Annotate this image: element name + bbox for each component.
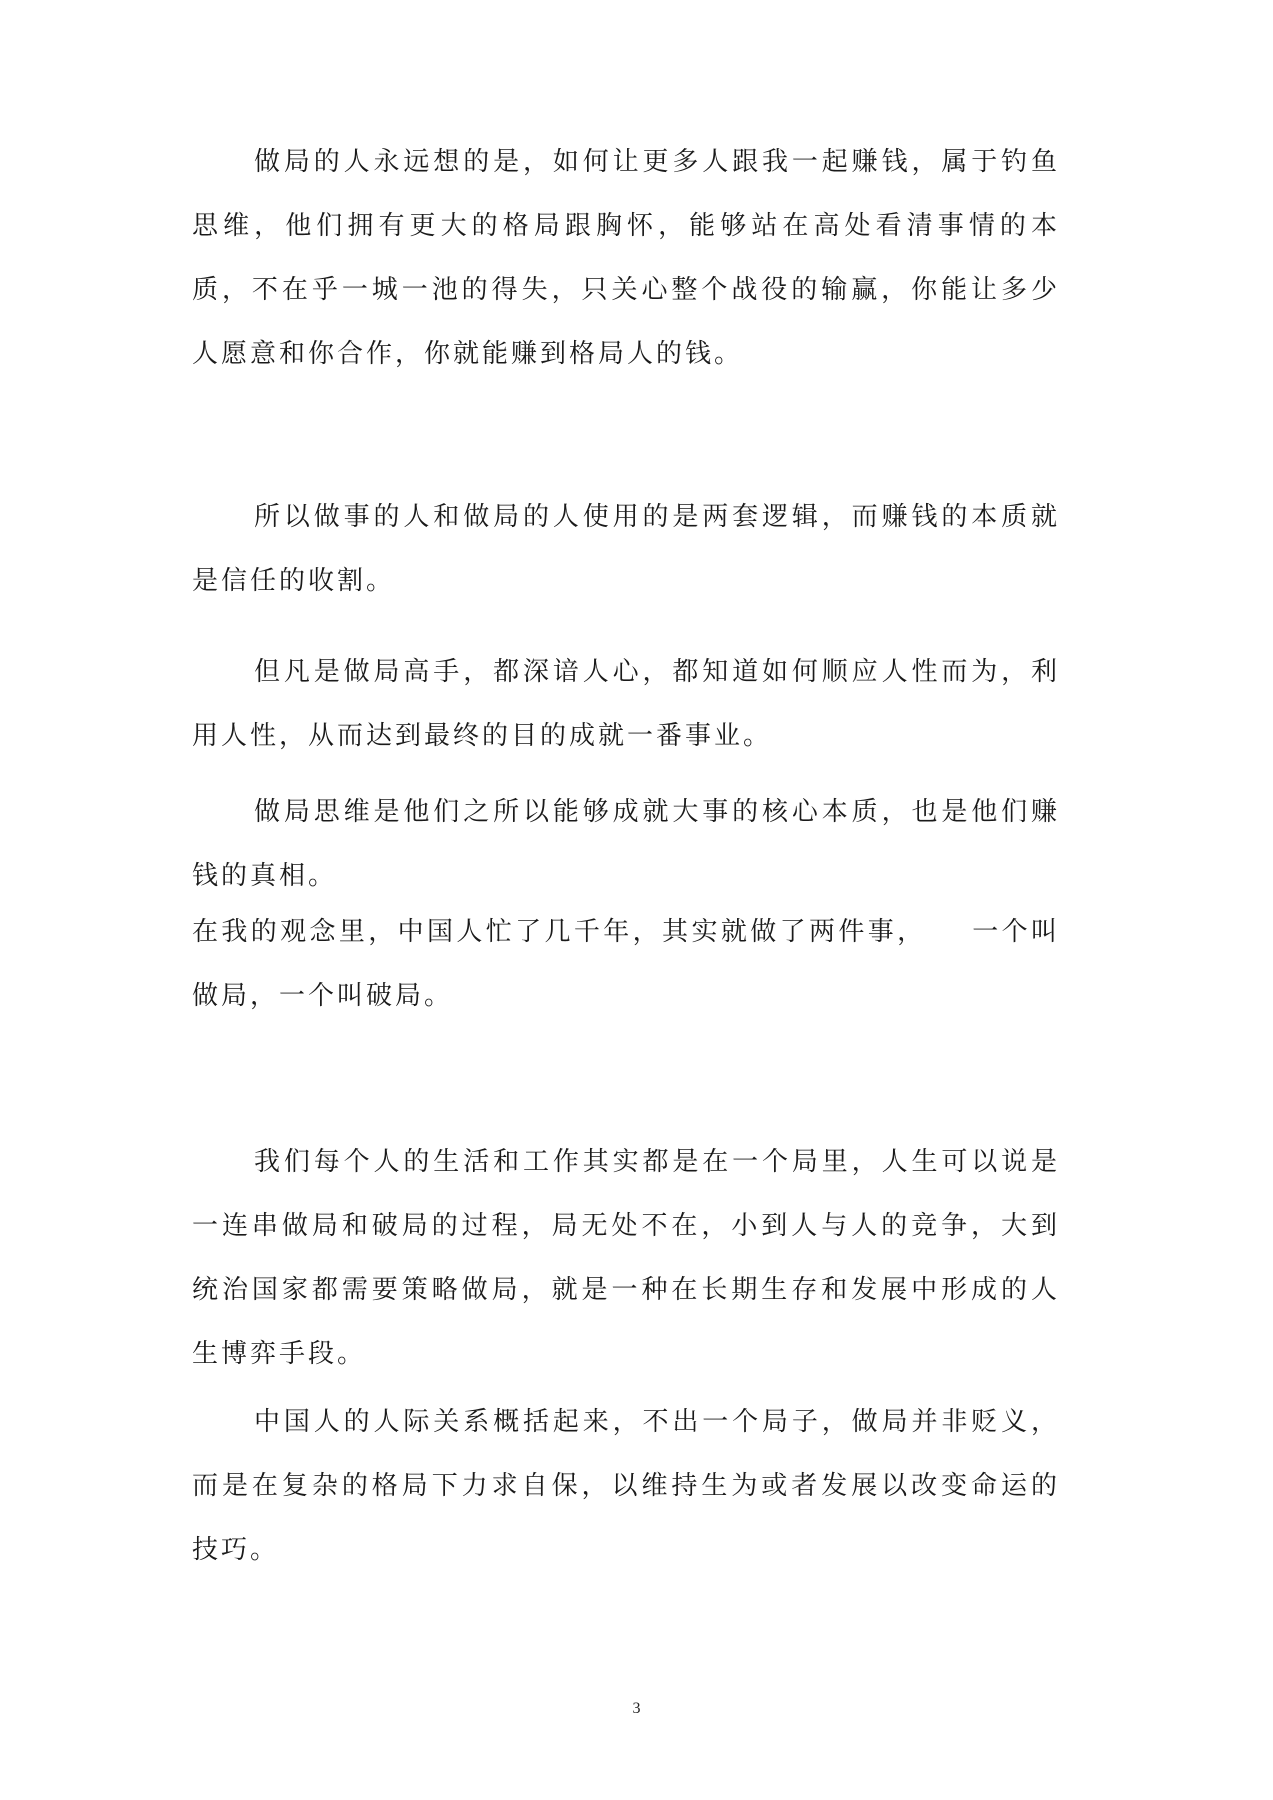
paragraph-2: 所以做事的人和做局的人使用的是两套逻辑，而赚钱的本质就是信任的收割。	[192, 502, 1060, 596]
paragraph-6: 我们每个人的生活和工作其实都是在一个局里，人生可以说是一连串做局和破局的过程，局无处不在，小到人与人的竞争，大到统治国家都需要策略做局，就是一种在长期生存和发展中形成的人生博弈手段。	[192, 1147, 1060, 1369]
paragraph-3: 但凡是做局高手，都深谙人心，都知道如何顺应人性而为，利用人性，从而达到最终的目的成就一番事业。	[192, 657, 1060, 751]
paragraph-1: 做局的人永远想的是，如何让更多人跟我一起赚钱，属于钓鱼思维，他们拥有更大的格局跟胸怀，能够站在高处看清事情的本质，不在乎一城一池的得失，只关心整个战役的输赢，你能让多少人愿意和你合作，你就能赚到格局人的钱。	[192, 147, 1060, 369]
paragraph-5: 在我的观念里，中国人忙了几千年，其实就做了两件事， 一个叫做局，一个叫破局。	[192, 917, 1060, 1011]
page-number: 3	[632, 1700, 641, 1717]
paragraph-7: 中国人的人际关系概括起来，不出一个局子，做局并非贬义，而是在复杂的格局下力求自保，以维持生为或者发展以改变命运的技巧。	[192, 1407, 1060, 1565]
paragraph-4: 做局思维是他们之所以能够成就大事的核心本质，也是他们赚钱的真相。	[192, 797, 1060, 891]
